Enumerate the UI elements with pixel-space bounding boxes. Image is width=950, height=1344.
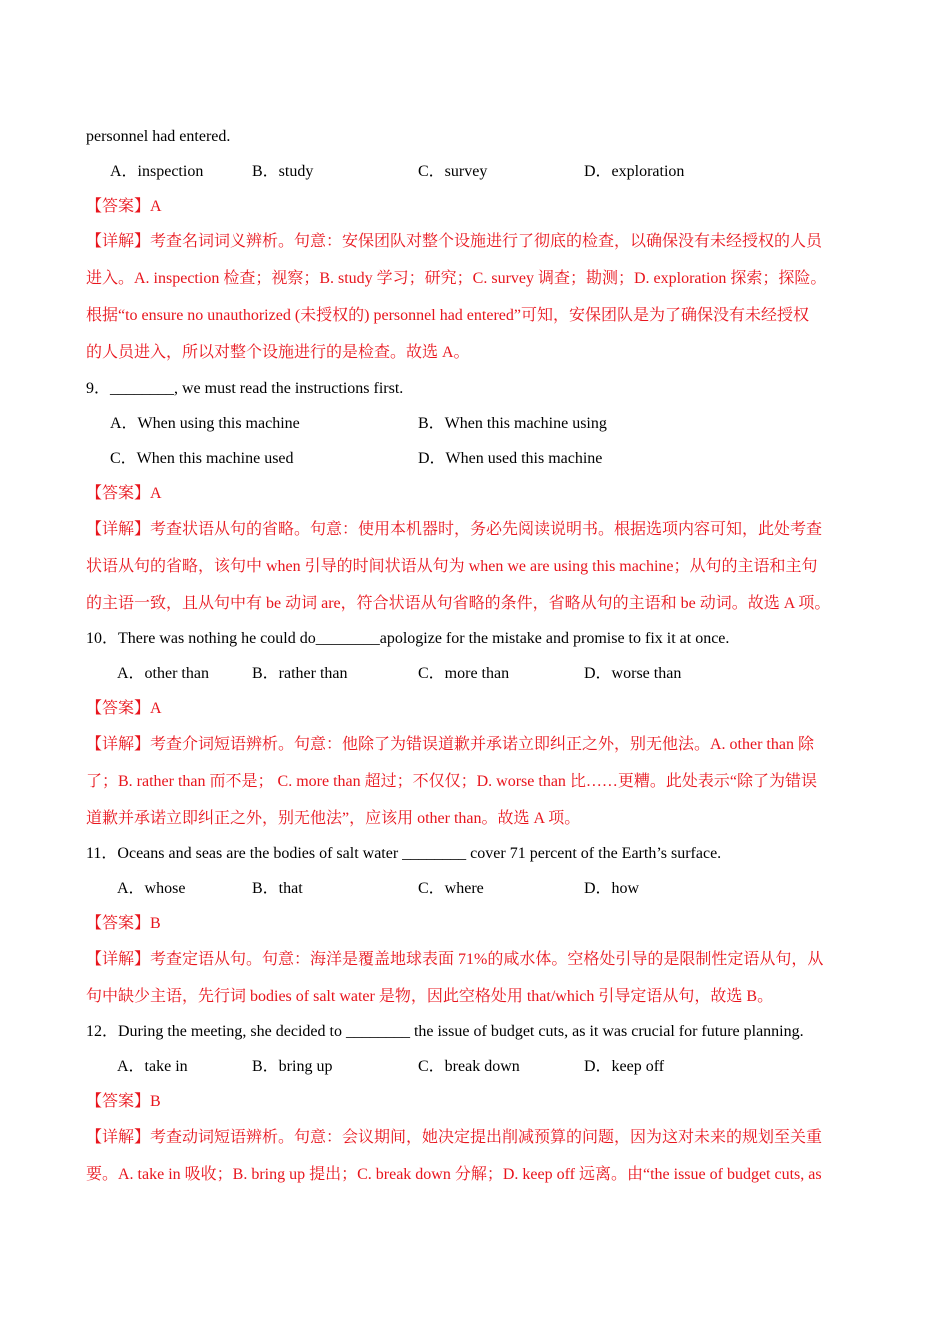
q12-answer: 【答案】B xyxy=(86,1093,161,1110)
q11-stem: 11．Oceans and seas are the bodies of salt water ________ cover 71 percent of the Earth’s surface. xyxy=(86,845,722,862)
q10-detail-line: 道歉并承诺立即纠正之外，别无他法”，应该用 other than。故选 A 项。 xyxy=(86,810,581,827)
q10-option-b: B．rather than xyxy=(252,665,348,682)
q9-detail-line: 的主语一致，且从句中有 be 动词 are，符合状语从句省略的条件，省略从句的主语和 be 动词。故选 A 项。 xyxy=(86,595,831,612)
q11-answer: 【答案】B xyxy=(86,915,161,932)
q10-option-c: C．more than xyxy=(418,665,510,682)
q11-option-b: B．that xyxy=(252,880,303,897)
q10-detail-line: 【详解】考查介词短语辨析。句意：他除了为错误道歉并承诺立即纠正之外，别无他法。A. other than 除 xyxy=(86,736,814,753)
q8-stem-tail: personnel had entered. xyxy=(86,128,231,145)
q10-detail-line: 了；B. rather than 而不是； C. more than 超过；不仅仅；D. worse than 比……更糟。此处表示“除了为错误 xyxy=(86,773,818,790)
q12-option-a: A．take in xyxy=(117,1058,188,1075)
q8-answer: 【答案】A xyxy=(86,198,162,215)
q10-option-d: D．worse than xyxy=(584,665,682,682)
q8-option-a: A．inspection xyxy=(110,163,204,180)
q9-answer: 【答案】A xyxy=(86,485,162,502)
q11-detail-line: 【详解】考查定语从句。句意：海洋是覆盖地球表面 71%的咸水体。空格处引导的是限制性定语从句，从 xyxy=(86,951,824,968)
q9-option-a: A．When using this machine xyxy=(110,415,300,432)
q11-option-a: A．whose xyxy=(117,880,186,897)
q9-option-c: C．When this machine used xyxy=(110,450,294,467)
q8-option-d: D．exploration xyxy=(584,163,685,180)
q10-stem: 10．There was nothing he could do________apologize for the mistake and promise to fix it at once. xyxy=(86,630,730,647)
q8-detail-line: 进入。A. inspection 检查；视察；B. study 学习；研究；C. survey 调查；勘测；D. exploration 探索；探险。 xyxy=(86,270,827,287)
q8-option-b: B．study xyxy=(252,163,314,180)
q8-detail-line: 【详解】考查名词词义辨析。句意：安保团队对整个设施进行了彻底的检查，以确保没有未经授权的人员 xyxy=(86,233,823,250)
q12-detail-line: 【详解】考查动词短语辨析。句意：会议期间，她决定提出削减预算的问题，因为这对未来的规划至关重 xyxy=(86,1129,823,1146)
q12-stem: 12．During the meeting, she decided to ________ the issue of budget cuts, as it was crucial for future planning. xyxy=(86,1023,804,1040)
q12-option-c: C．break down xyxy=(418,1058,520,1075)
q9-detail-line: 【详解】考查状语从句的省略。句意：使用本机器时，务必先阅读说明书。根据选项内容可知，此处考查 xyxy=(86,521,823,538)
q11-detail-line: 句中缺少主语，先行词 bodies of salt water 是物，因此空格处用 that/which 引导定语从句，故选 B。 xyxy=(86,988,774,1005)
q9-stem: 9．________, we must read the instructions first. xyxy=(86,380,404,397)
q9-detail-line: 状语从句的省略，该句中 when 引导的时间状语从句为 when we are using this machine；从句的主语和主句 xyxy=(86,558,818,575)
q10-option-a: A．other than xyxy=(117,665,209,682)
q9-option-d: D．When used this machine xyxy=(418,450,603,467)
q8-option-c: C．survey xyxy=(418,163,488,180)
q11-option-d: D．how xyxy=(584,880,640,897)
q10-answer: 【答案】A xyxy=(86,700,162,717)
q11-option-c: C．where xyxy=(418,880,484,897)
q12-detail-line: 要。A. take in 吸收；B. bring up 提出；C. break down 分解；D. keep off 远离。由“the issue of budget cuts, as xyxy=(86,1166,822,1183)
q8-detail-line: 根据“to ensure no unauthorized (未授权的) personnel had entered”可知，安保团队是为了确保没有未经授权 xyxy=(86,307,809,324)
q12-option-b: B．bring up xyxy=(252,1058,333,1075)
q12-option-d: D．keep off xyxy=(584,1058,665,1075)
q9-option-b: B．When this machine using xyxy=(418,415,607,432)
q8-detail-line: 的人员进入，所以对整个设施进行的是检查。故选 A。 xyxy=(86,344,470,361)
